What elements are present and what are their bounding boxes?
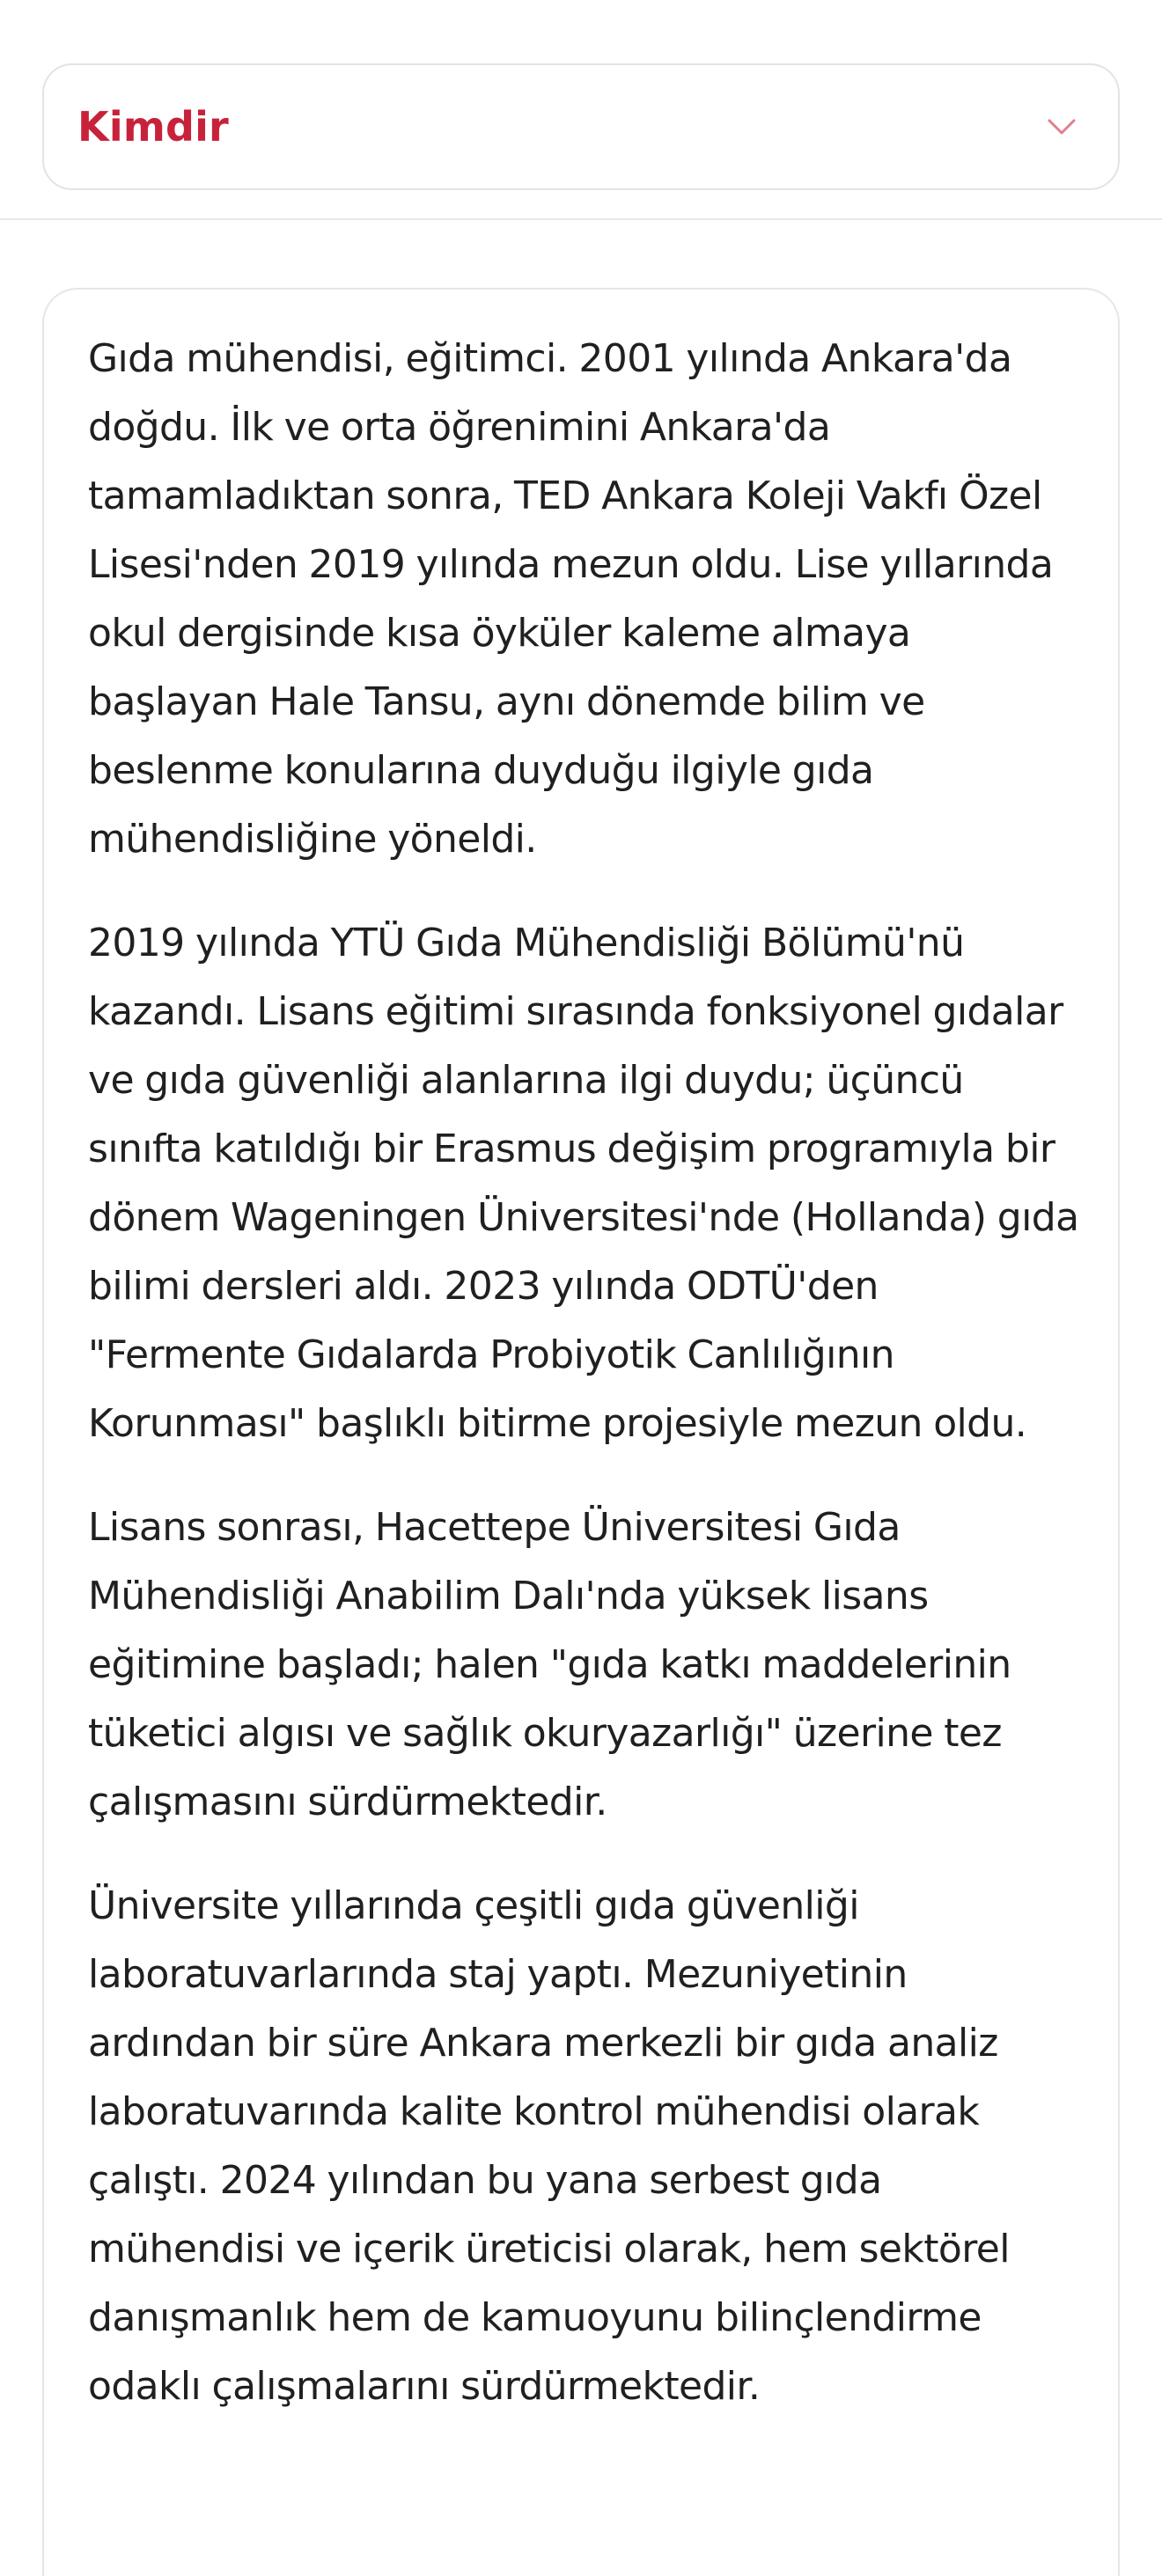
biography-paragraph: 2019 yılında YTÜ Gıda Mühendisliği Bölümü'nü kazandı. Lisans eğitimi sırasında fonksiyonel gıdalar ve gıda güvenliği alanlarına ilgi duydu; üçüncü sınıfta katıldığı bir Erasmus değişim programıyla bir dönem Wageningen Üniversitesi'nde (Hollanda) gıda bilimi dersleri aldı. 2023 yılında ODTÜ'den "Fermente Gıdalarda Probiyotik Canlılığının Korunması" başlıklı bitirme projesiyle mezun oldu. <box>88 921 1079 1446</box>
biography-paragraph: Gıda mühendisi, eğitimci. 2001 yılında Ankara'da doğdu. İlk ve orta öğrenimini Ankara'da tamamladıktan sonra, TED Ankara Koleji Vakfı Özel Lisesi'nden 2019 yılında mezun oldu. Lise yıllarında okul dergisinde kısa öyküler kaleme almaya başlayan Hale Tansu, aynı dönemde bilim ve beslenme konularına duyduğu ilgiyle gıda mühendisliğine yöneldi. <box>88 336 1054 862</box>
biography-paragraph: Üniversite yıllarında çeşitli gıda güvenliği laboratuvarlarında staj yaptı. Mezuniyetinin ardından bir süre Ankara merkezli bir gıda analiz laboratuvarında kalite kontrol mühendisi olarak çalıştı. 2024 yılından bu yana serbest gıda mühendisi ve içerik üreticisi olarak, hem sektörel danışmanlık hem de kamuoyunu bilinçlendirme odaklı çalışmalarını sürdürmektedir. <box>88 1883 1010 2409</box>
biography-paragraph: Lisans sonrası, Hacettepe Üniversitesi Gıda Mühendisliği Anabilim Dalı'nda yüksek lisans eğitimine başladı; halen "gıda katkı maddelerinin tüketici algısı ve sağlık okuryazarlığı" üzerine tez çalışmasını sürdürmektedir. <box>88 1505 1011 1824</box>
biography-card <box>42 288 1120 2576</box>
dropdown-label: Kimdir <box>77 103 229 150</box>
section-header <box>0 0 1162 220</box>
section-dropdown[interactable] <box>42 63 1120 190</box>
chevron-down-icon <box>1044 109 1079 144</box>
